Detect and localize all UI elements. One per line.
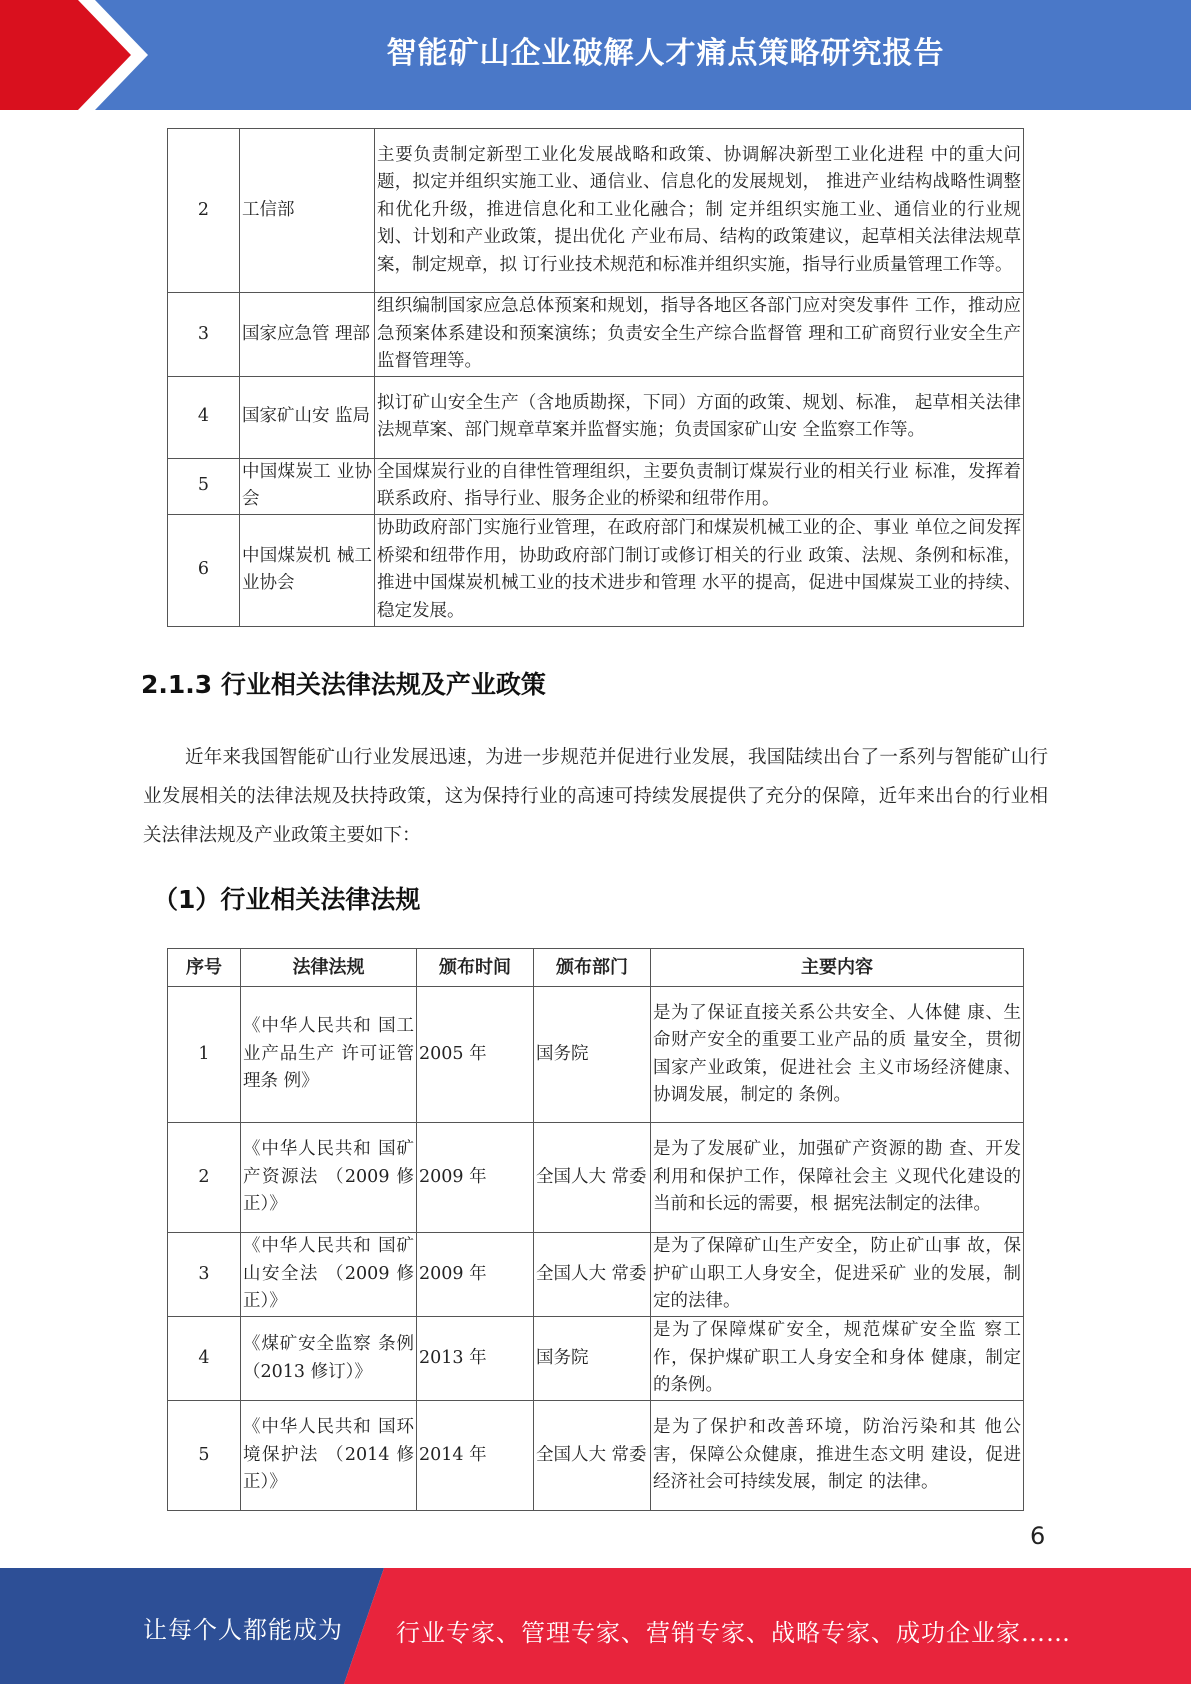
law-name: 《中华人民共和 国矿山安全法 （2009 修正）》: [241, 1233, 417, 1317]
law-table: [167, 948, 1024, 1511]
row-number: 1: [168, 987, 241, 1123]
agency-name: 国家矿山安 监局: [240, 376, 375, 458]
issue-year: 2005 年: [417, 987, 534, 1123]
issue-year: 2009 年: [417, 1123, 534, 1233]
report-title: 智能矿山企业破解人才痛点策略研究报告: [386, 36, 945, 71]
header-arrow-decoration: [0, 0, 150, 110]
issuing-department: 全国人大 常委: [534, 1123, 651, 1233]
col-header: 颁布时间: [417, 949, 534, 987]
law-name: 《煤矿安全监察 条例（2013 修订）》: [241, 1317, 417, 1401]
table-row: [168, 293, 1024, 377]
law-name: 《中华人民共和 国环境保护法 （2014 修正）》: [241, 1401, 417, 1511]
table-row: [168, 514, 1024, 626]
issuing-department: 全国人大 常委: [534, 1401, 651, 1511]
section-heading: 2.1.3 行业相关法律法规及产业政策: [141, 670, 546, 699]
agency-name: 工信部: [240, 129, 375, 293]
page-header: [0, 0, 1191, 110]
table-row: [168, 129, 1024, 293]
table-row: [168, 1317, 1024, 1401]
agency-table: [167, 128, 1024, 627]
intro-paragraph: 近年来我国智能矿山行业发展迅速，为进一步规范并促进行业发展，我国陆续出台了一系列与智能矿山行业发展相关的法律法规及扶持政策，这为保持行业的高速可持续发展提供了充分的保障，近年来出台的行业相关法律法规及产业政策主要如下：: [143, 747, 1048, 846]
col-header: 序号: [168, 949, 241, 987]
row-number: 2: [168, 129, 240, 293]
issuing-department: 国务院: [534, 987, 651, 1123]
row-number: 3: [168, 293, 240, 377]
table-row: [168, 1401, 1024, 1511]
agency-description: 拟订矿山安全生产（含地质勘探，下同）方面的政策、规划、标准， 起草相关法律法规草案、部门规章草案并监督实施；负责国家矿山安 全监察工作等。: [375, 376, 1024, 458]
agency-description: 协助政府部门实施行业管理，在政府部门和煤炭机械工业的企、事业 单位之间发挥桥梁和纽带作用，协助政府部门制订或修订相关的行业 政策、法规、条例和标准，推进中国煤炭机械工业的技术进步和管理 水平的提高，促进中国煤炭工业的持续、稳定发展。: [375, 514, 1024, 626]
row-number: 2: [168, 1123, 241, 1233]
issue-year: 2009 年: [417, 1233, 534, 1317]
agency-name: 中国煤炭工 业协会: [240, 458, 375, 514]
col-header: 颁布部门: [534, 949, 651, 987]
row-number: 4: [168, 376, 240, 458]
law-content: 是为了保障煤矿安全，规范煤矿安全监 察工作，保护煤矿职工人身安全和身体 健康，制定的条例。: [651, 1317, 1024, 1401]
table-row: [168, 458, 1024, 514]
footer-left-text: 让每个人都能成为: [143, 1616, 343, 1644]
col-header: 主要内容: [651, 949, 1024, 987]
law-name: 《中华人民共和 国矿产资源法 （2009 修正）》: [241, 1123, 417, 1233]
agency-name: 国家应急管 理部: [240, 293, 375, 377]
law-content: 是为了保护和改善环境，防治污染和其 他公害，保障公众健康，推进生态文明 建设，促进经济社会可持续发展，制定 的法律。: [651, 1401, 1024, 1511]
law-name: 《中华人民共和 国工业产品生产 许可证管理条 例》: [241, 987, 417, 1123]
agency-description: 组织编制国家应急总体预案和规划，指导各地区各部门应对突发事件 工作，推动应急预案体系建设和预案演练；负责安全生产综合监督管 理和工矿商贸行业安全生产监督管理等。: [375, 293, 1024, 377]
col-header: 法律法规: [241, 949, 417, 987]
footer-right-text: 行业专家、管理专家、营销专家、战略专家、成功企业家……: [396, 1619, 1071, 1647]
agency-name: 中国煤炭机 械工业协会: [240, 514, 375, 626]
sub-heading: （1）行业相关法律法规: [153, 885, 421, 914]
law-content: 是为了保证直接关系公共安全、人体健 康、生命财产安全的重要工业产品的质 量安全，贯彻国家产业政策，促进社会 主义市场经济健康、协调发展，制定的 条例。: [651, 987, 1024, 1123]
agency-description: 全国煤炭行业的自律性管理组织，主要负责制订煤炭行业的相关行业 标准，发挥着联系政府、指导行业、服务企业的桥梁和纽带作用。: [375, 458, 1024, 514]
row-number: 6: [168, 514, 240, 626]
issuing-department: 国务院: [534, 1317, 651, 1401]
agency-description: 主要负责制定新型工业化发展战略和政策、协调解决新型工业化进程 中的重大问题，拟定并组织实施工业、通信业、信息化的发展规划， 推进产业结构战略性调整和优化升级，推进信息化和工业化融合；制 定并组织实施工业、通信业的行业规划、计划和产业政策，提出优化 产业布局、结构的政策建议，起草相关法律法规草案，制定规章，拟 订行业技术规范和标准并组织实施，指导行业质量管理工作等。: [375, 129, 1024, 293]
issue-year: 2014 年: [417, 1401, 534, 1511]
table-row: [168, 1123, 1024, 1233]
row-number: 5: [168, 458, 240, 514]
law-content: 是为了发展矿业，加强矿产资源的勘 查、开发利用和保护工作，保障社会主 义现代化建设的当前和长远的需要，根 据宪法制定的法律。: [651, 1123, 1024, 1233]
row-number: 3: [168, 1233, 241, 1317]
row-number: 5: [168, 1401, 241, 1511]
row-number: 4: [168, 1317, 241, 1401]
issuing-department: 全国人大 常委: [534, 1233, 651, 1317]
table-row: [168, 1233, 1024, 1317]
law-table-header-row: [168, 949, 1024, 987]
page-number: 6: [1030, 1522, 1046, 1550]
issue-year: 2013 年: [417, 1317, 534, 1401]
table-row: [168, 987, 1024, 1123]
table-row: [168, 376, 1024, 458]
law-content: 是为了保障矿山生产安全，防止矿山事 故，保护矿山职工人身安全，促进采矿 业的发展，制定的法律。: [651, 1233, 1024, 1317]
